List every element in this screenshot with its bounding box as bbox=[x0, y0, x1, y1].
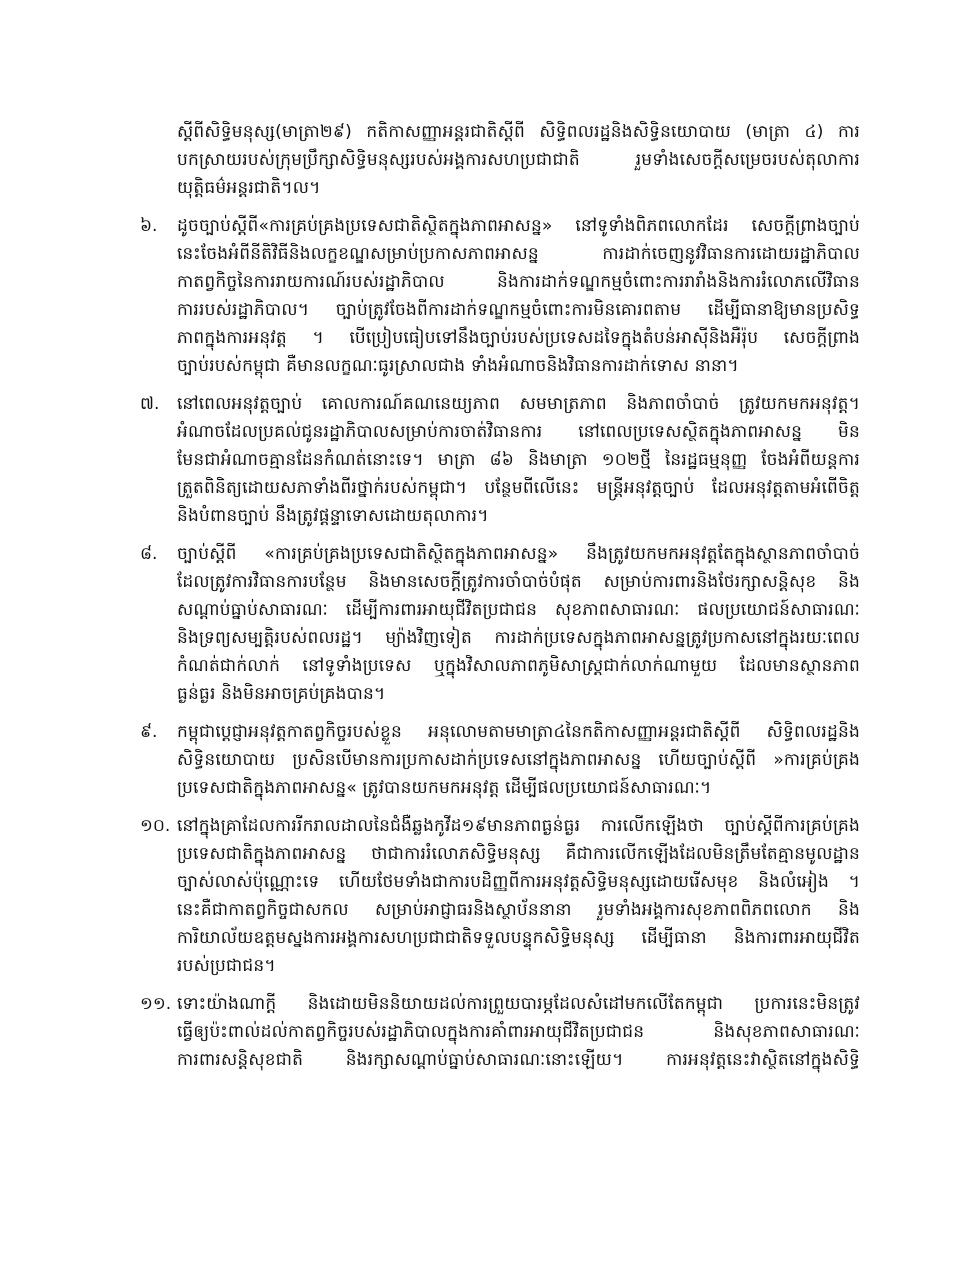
text-line: កាតព្វកិច្ចនៃការរាយការណ៍របស់រដ្ឋាភិបាល និងការដាក់ទណ្ឌកម្មចំពោះការរារាំងនិងការរំលោភលើវិធាន bbox=[177, 272, 860, 292]
paragraph-11 bbox=[140, 990, 860, 1074]
text-line: កំណត់ជាក់លាក់ នៅទូទាំងប្រទេស ឬក្នុងវិសាលភាពភូមិសាស្ត្រជាក់លាក់ណាមួយ ដែលមានស្ថានភាព bbox=[177, 656, 860, 676]
text-line: នេះចែងអំពីនីតិវិធីនិងលក្ខខណ្ឌសម្រាប់ប្រកាសភាពអាសន្ន ការដាក់ចេញនូវវិធានការដោយរដ្ឋាភិបាល bbox=[177, 244, 860, 264]
text-line: ដែលត្រូវការវិធានការបន្ថែម និងមានសេចក្តីត្រូវការចាំបាច់បំផុត សម្រាប់ការពារនិងថែរក្សាសន្តិសុខ និង bbox=[177, 572, 860, 592]
text-line: ដូចច្បាប់ស្តីពី«ការគ្រប់គ្រងប្រទេសជាតិស្ថិតក្នុងភាពអាសន្ន» នៅទូទាំងពិភពលោកដែរ សេចក្តីព្រាងច្បាប់ bbox=[177, 216, 860, 236]
paragraph-number: ៩. bbox=[140, 722, 158, 742]
text-line: ការពារសន្តិសុខជាតិ និងរក្សាសណ្តាប់ធ្នាប់សាធារណៈនោះឡើយ។ ការអនុវត្តនេះវាស្ថិតនៅក្នុងសិទ្ធិ bbox=[177, 1050, 860, 1070]
paragraph-number: ១០. bbox=[140, 816, 171, 836]
paragraph-8 bbox=[140, 540, 860, 708]
text-line: និងបំពានច្បាប់ នឹងត្រូវផ្តន្ទាទោសដោយតុលាការ។ bbox=[177, 506, 489, 526]
paragraph-number: ១១. bbox=[140, 994, 172, 1014]
paragraph-9 bbox=[140, 718, 860, 802]
text-line: ទោះយ៉ាងណាក្តី និងដោយមិននិយាយដល់ការព្រួយបារម្ភដែលសំដៅមកលើតែកម្ពុជា ប្រការនេះមិនត្រូវ bbox=[177, 994, 860, 1014]
text-line: ស្តីពីសិទ្ធិមនុស្ស(មាត្រា២៩) កតិកាសញ្ញាអន្តរជាតិស្តីពី សិទ្ធិពលរដ្ឋនិងសិទ្ធិនយោបាយ (មាត្រា ៤) ការ bbox=[177, 122, 860, 142]
document-body bbox=[140, 118, 860, 1084]
text-line: ត្រួតពិនិត្យដោយសភាទាំងពីរថ្នាក់របស់កម្ពុជា។ បន្ថែមពីលើនេះ មន្ត្រីអនុវត្តច្បាប់ ដែលអនុវត្តតាមអំពើចិត្ត bbox=[177, 478, 860, 498]
paragraph-number: ៦. bbox=[140, 216, 158, 236]
paragraph-number: ៧. bbox=[140, 394, 160, 414]
text-line: ប្រទេសជាតិក្នុងភាពអាសន្ន ថាជាការរំលោភសិទ្ធិមនុស្ស គឺជាការលើកឡើងដែលមិនត្រឹមតែគ្មានមូលដ្ឋាន bbox=[177, 844, 860, 864]
paragraph-10 bbox=[140, 812, 860, 980]
text-line: នៅក្នុងគ្រាដែលការរីករាលដាលនៃជំងឺឆ្លងកូវីដ១៩មានភាពធ្ងន់ធ្ងរ ការលើកឡើងថា ច្បាប់ស្តីពីការគ្រប់គ្រង bbox=[177, 816, 860, 836]
text-line: របស់ប្រជាជន។ bbox=[177, 956, 276, 976]
text-line: និងទ្រព្យសម្បត្តិរបស់ពលរដ្ឋ។ ម្យ៉ាងវិញទៀត ការដាក់ប្រទេសក្នុងភាពអាសន្នត្រូវប្រកាសនៅក្នុងរយៈពេល bbox=[177, 628, 860, 648]
text-line: នៅពេលអនុវត្តច្បាប់ គោលការណ៍គណនេយ្យភាព សមមាត្រភាព និងភាពចាំបាច់ ត្រូវយកមកអនុវត្ត។ bbox=[177, 394, 860, 414]
text-line: ធ្វើឲ្យប៉ះពាល់ដល់កាតព្វកិច្ចរបស់រដ្ឋាភិបាលក្នុងការគាំពារអាយុជីវិតប្រជាជន និងសុខភាពសាធារណៈ bbox=[177, 1022, 860, 1042]
text-line: មែនជាអំណាចគ្មានដែនកំណត់នោះទេ។ មាត្រា ៨៦ និងមាត្រា ១០២ថ្មី នៃរដ្ឋធម្មនុញ្ញ ចែងអំពីយន្តការ bbox=[177, 450, 860, 470]
text-line: បកស្រាយរបស់ក្រុមប្រឹក្សាសិទ្ធិមនុស្សរបស់អង្គការសហប្រជាជាតិ រួមទាំងសេចក្តីសម្រេចរបស់តុលាការ bbox=[177, 150, 860, 170]
text-line: សណ្តាប់ធ្នាប់សាធារណៈ ដើម្បីការពារអាយុជីវិតប្រជាជន សុខភាពសាធារណៈ ផលប្រយោជន៍សាធារណៈ bbox=[177, 600, 860, 620]
text-line: ច្បាប់ស្តីពី «ការគ្រប់គ្រងប្រទេសជាតិស្ថិតក្នុងភាពអាសន្ន» នឹងត្រូវយកមកអនុវត្តតែក្នុងស្ថានភាពចាំបាច់ bbox=[177, 544, 860, 564]
text-line: ភាពក្នុងការអនុវត្ត ។ បើប្រៀបធៀបទៅនឹងច្បាប់របស់ប្រទេសដទៃក្នុងតំបន់អាស៊ីនិងអឺរ៉ុប សេចក្តីព្រាង bbox=[177, 328, 860, 348]
text-line: នេះគឺជាកាតព្វកិច្ចជាសកល សម្រាប់អាជ្ញាធរនិងស្ថាប័ននានា រួមទាំងអង្គការសុខភាពពិភពលោក និង bbox=[177, 900, 860, 920]
text-line: យុត្តិធម៌អន្តរជាតិ។ល។ bbox=[177, 178, 321, 198]
text-line: ការិយាល័យឧត្តមស្នងការអង្គការសហប្រជាជាតិទទួលបន្ទុកសិទ្ធិមនុស្ស ដើម្បីធានា និងការពារអាយុជីវិត bbox=[177, 928, 860, 948]
text-line: ប្រទេសជាតិក្នុងភាពអាសន្ន« ត្រូវបានយកមកអនុវត្ត ដើម្បីផលប្រយោជន៍សាធារណៈ។ bbox=[177, 778, 712, 798]
continuation-paragraph bbox=[177, 118, 860, 202]
text-line: ការរបស់រដ្ឋាភិបាល។ ច្បាប់ត្រូវចែងពីការដាក់ទណ្ឌកម្មចំពោះការមិនគោរពតាម ដើម្បីធានាឱ្យមានប្រសិទ្ធ bbox=[177, 300, 860, 320]
text-line: ច្បាប់របស់កម្ពុជា គឺមានលក្ខណៈធូរស្រាលជាង ទាំងអំណាចនិងវិធានការដាក់ទោស នានា។ bbox=[177, 356, 739, 376]
paragraph-7 bbox=[140, 390, 860, 530]
text-line: អំណាចដែលប្រគល់ជូនរដ្ឋាភិបាលសម្រាប់ការចាត់វិធានការ នៅពេលប្រទេសស្ថិតក្នុងភាពអាសន្ន មិន bbox=[177, 422, 860, 442]
text-line: ច្បាស់លាស់ប៉ុណ្ណោះទេ ហើយថែមទាំងជាការបដិញ្ញពីការអនុវត្តសិទ្ធិមនុស្សដោយរើសមុខ និងលំអៀង ។ bbox=[177, 872, 860, 892]
text-line: កម្ពុជាប្តេជ្ញាអនុវត្តកាតព្វកិច្ចរបស់ខ្លួន អនុលោមតាមមាត្រា៤នៃកតិកាសញ្ញាអន្តរជាតិស្តីពី សិទ្ធិពលរដ្ឋនិង bbox=[177, 722, 860, 742]
text-line: សិទ្ធិនយោបាយ ប្រសិនបើមានការប្រកាសដាក់ប្រទេសនៅក្នុងភាពអាសន្ន ហើយច្បាប់ស្តីពី »ការគ្រប់គ្រង bbox=[177, 750, 860, 770]
paragraph-6 bbox=[140, 212, 860, 380]
paragraph-number: ៨. bbox=[140, 544, 158, 564]
text-line: ធ្ងន់ធ្ងរ និងមិនអាចគ្រប់គ្រងបាន។ bbox=[177, 684, 386, 704]
